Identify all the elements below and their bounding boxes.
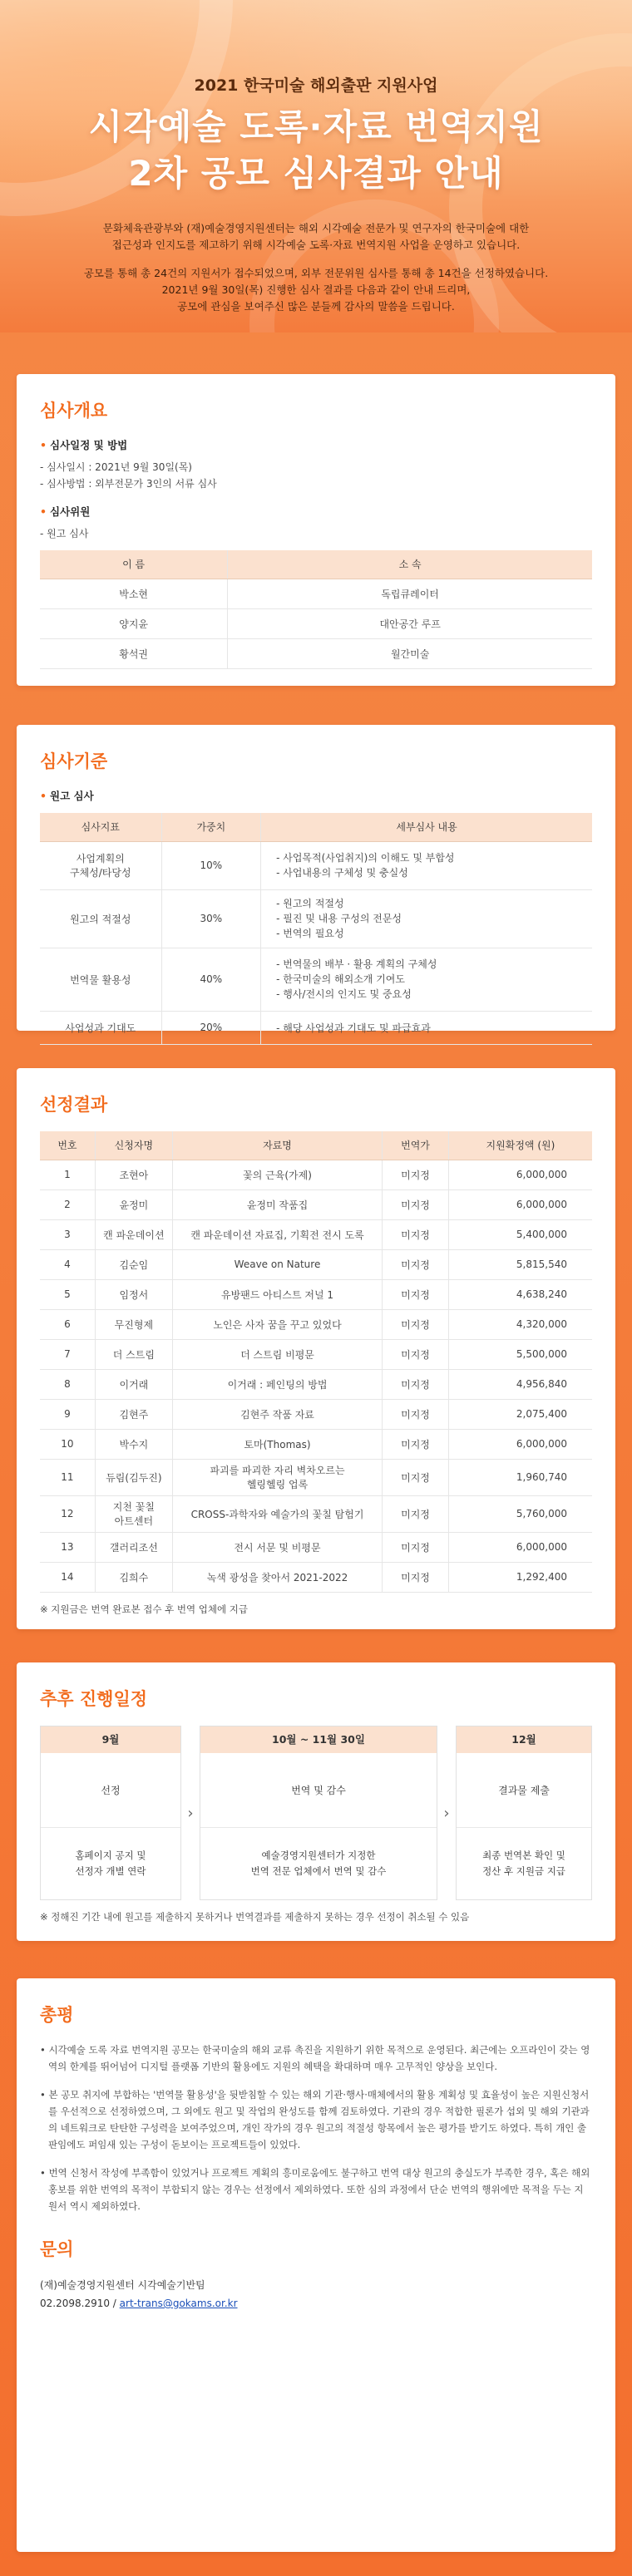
column-header: 소 속 <box>228 550 592 579</box>
column-header: 지원확정액 (원) <box>448 1131 592 1160</box>
table-row: 번역물 활용성 40% - 번역물의 배부 · 활용 계획의 구체성 - 한국미술의 해외소개 기여도 - 행사/전시의 인지도 및 중요성 <box>40 948 592 1011</box>
intro-line: 문화체육관광부와 (재)예술경영지원센터는 해외 시각예술 전문가 및 연구자의 한국미술에 대한 <box>102 222 530 234</box>
schedule-steps <box>40 1726 592 1900</box>
schedule-step <box>40 1726 181 1900</box>
table-row: 사업성과 기대도 20% - 해당 사업성과 기대도 및 파급효과 <box>40 1011 592 1044</box>
table-row: 4 김순임 Weave on Nature 미지정 5,815,540 <box>40 1249 592 1279</box>
step-description: 홈페이지 공지 및 선정자 개별 연락 <box>75 1849 146 1877</box>
table-row: 5 임정서 유방팬드 아티스트 저널 1 미지정 4,638,240 <box>40 1279 592 1309</box>
subsection-heading: • 심사일정 및 방법 <box>40 439 128 451</box>
contact-line <box>40 2294 592 2312</box>
schedule-method: - 심사방법 : 외부전문가 3인의 서류 심사 <box>40 478 217 490</box>
schedule-date: - 심사일시 : 2021년 9월 30일(목) <box>40 461 192 473</box>
subsection-heading: • 원고 심사 <box>40 790 94 802</box>
section-title: 심사개요 <box>40 401 108 421</box>
result-line: 공모를 통해 총 24건의 지원서가 접수되었으며, 외부 전문위원 심사를 통해 총 14건을 선정하였습니다. <box>83 267 549 279</box>
review-section <box>17 1978 615 2552</box>
committee-table <box>40 550 592 669</box>
schedule-step <box>200 1726 437 1900</box>
step-task: 번역 및 감수 <box>200 1753 437 1828</box>
step-description: 최종 번역본 확인 및 정산 후 지원금 지급 <box>482 1849 565 1877</box>
section-title: 추후 진행일정 <box>40 1689 148 1709</box>
column-header: 번역가 <box>383 1131 449 1160</box>
table-row: 11 듀림(김두진) 파괴를 파괴한 자리 벽차오르는 헬링헬링 업록 미지정 1,960,740 <box>40 1459 592 1495</box>
column-header: 심사지표 <box>40 813 161 841</box>
table-row: 원고의 적절성 30% - 원고의 적절성 - 필진 및 내용 구성의 전문성 - 번역의 필요성 <box>40 889 592 948</box>
contact-org: (재)예술경영지원센터 시각예술기반팀 <box>40 2279 205 2291</box>
review-paragraph: • 본 공모 취지에 부합하는 '번역물 활용성'을 뒷받침할 수 있는 해외 기관·행사·매체에서의 활용 계획성 및 효율성이 높은 지원신청서를 우선적으로 선정하였으며, 그 외에도 원고 및 작업의 완성도를 함께 검토하였다. 기관의 경우 적합한 필론가 섭외 및 해외 기관과의 네트워크로 탄탄한 구성력을 보여주었으며, 개인 작가의 경우 원고의 적절성 항목에서 높은 평가를 받기도 하였다. 특히 개인 출판임에도 퍼임새 있는 구성이 돋보이는 프로젝트들이 있었다. <box>40 2089 590 2150</box>
step-period: 12월 <box>457 1726 591 1753</box>
hero-title <box>0 104 632 197</box>
result-line: 공모에 관심을 보여주신 많은 분들께 감사의 말씀을 드립니다. <box>177 300 455 313</box>
table-row: 2 윤정미 윤정미 작품집 미지정 6,000,000 <box>40 1189 592 1219</box>
table-row: 14 김희수 녹색 광성을 찾아서 2021-2022 미지정 1,292,400 <box>40 1562 592 1592</box>
table-row: 황석권 월간미술 <box>40 638 592 668</box>
subsection-heading: • 심사위원 <box>40 505 91 518</box>
column-header: 세부심사 내용 <box>261 813 592 841</box>
table-row: 8 이거래 이거래 : 페인팅의 방법 미지정 4,956,840 <box>40 1369 592 1399</box>
table-row: 12 지천 꽃칠 아트센터 CROSS-과학자와 예술가의 꽃칠 탐험기 미지정 5,760,000 <box>40 1495 592 1532</box>
column-header: 신청자명 <box>95 1131 172 1160</box>
section-title: 선정결과 <box>40 1095 108 1115</box>
followup-section <box>17 1662 615 1941</box>
table-row: 6 무진형제 노인은 사자 꿈을 꾸고 있었다 미지정 4,320,000 <box>40 1309 592 1339</box>
review-paragraph: • 번역 신청서 작성에 부족함이 있었거나 프로젝트 계획의 흥미로움에도 불구하고 번역 대상 원고의 충실도가 부족한 경우, 혹은 해외 홍보를 위한 번역의 목적이 부합되지 않는 경우는 선정에서 제외하였다. 또한 심의 과정에서 단순 번역의 행위에만 목적을 두는 지원서 역시 제외하였다. <box>40 2167 590 2212</box>
committee-type: - 원고 심사 <box>40 528 89 539</box>
hero-title-line: 시각예술 도록·자료 번역지원 <box>88 106 544 147</box>
hero-subtitle: 2021 한국미술 해외출판 지원사업 <box>194 76 438 95</box>
schedule-step <box>456 1726 592 1900</box>
contact-email-link[interactable]: art-trans@gokams.or.kr <box>119 2298 238 2309</box>
table-row: 박소현 독립큐레이터 <box>40 579 592 608</box>
table-row: 9 김현주 김현주 작품 자료 미지정 2,075,400 <box>40 1399 592 1429</box>
table-row: 사업계획의 구체성/타당성 10% - 사업목적(사업취지)의 이해도 및 부합성 - 사업내용의 구체성 및 충실성 <box>40 841 592 889</box>
table-row: 10 박수지 토마(Thomas) 미지정 6,000,000 <box>40 1429 592 1459</box>
criteria-table <box>40 813 592 1045</box>
followup-note: ※ 정해진 기간 내에 원고를 제출하지 못하거나 번역결과를 제출하지 못하는 경우 선정이 취소될 수 있음 <box>40 1911 470 1923</box>
results-table <box>40 1131 592 1593</box>
overview-section <box>17 374 615 686</box>
column-header: 번호 <box>40 1131 95 1160</box>
step-task: 선정 <box>41 1753 180 1828</box>
column-header: 이 름 <box>40 550 228 579</box>
step-description: 예술경영지원센터가 지정한 번역 전문 업체에서 번역 및 감수 <box>250 1849 387 1877</box>
column-header: 가중치 <box>161 813 261 841</box>
results-section <box>17 1068 615 1629</box>
table-row: 13 갤러리조선 전시 서문 및 비평문 미지정 6,000,000 <box>40 1532 592 1562</box>
result-line: 2021년 9월 30일(목) 진행한 심사 결과를 다음과 같이 안내 드리며, <box>161 283 471 296</box>
results-note: ※ 지원금은 번역 완료본 접수 후 번역 업체에 지급 <box>40 1603 248 1615</box>
hero-banner <box>0 0 632 332</box>
step-task: 결과물 제출 <box>457 1753 591 1828</box>
table-row: 1 조현아 꽃의 근육(가제) 미지정 6,000,000 <box>40 1160 592 1189</box>
chevron-right-icon: › <box>187 1804 194 1822</box>
section-title: 총평 <box>40 2005 74 2025</box>
review-paragraph: • 시각예술 도록 자료 번역지원 공모는 한국미술의 해외 교류 촉진을 지원하기 위한 목적으로 운영된다. 최근에는 오프라인이 갖는 영역의 한계를 뛰어넘어 디지털 플랫폼 기반의 활용에도 지원의 혜택을 확대하며 매우 고무적인 양상을 보인다. <box>40 2044 590 2072</box>
hero-result-summary <box>0 265 632 315</box>
section-title: 심사기준 <box>40 751 108 771</box>
table-row: 7 더 스트림 더 스트림 비평문 미지정 5,500,000 <box>40 1339 592 1369</box>
table-row: 3 캔 파운데이션 캔 파운데이션 자료집, 기획전 전시 도록 미지정 5,400,000 <box>40 1219 592 1249</box>
step-period: 9월 <box>41 1726 180 1753</box>
hero-intro <box>0 220 632 254</box>
column-header: 자료명 <box>172 1131 382 1160</box>
contact-phone: 02.2098.2910 / <box>40 2298 116 2309</box>
criteria-section <box>17 725 615 1034</box>
step-period: 10월 ~ 11월 30일 <box>200 1726 437 1753</box>
hero-title-line: 2차 공모 심사결과 안내 <box>128 153 504 194</box>
table-row: 양지윤 대안공간 루프 <box>40 608 592 638</box>
intro-line: 접근성과 인지도를 제고하기 위해 시각예술 도록·자료 번역지원 사업을 운영하고 있습니다. <box>111 239 521 251</box>
section-title: 문의 <box>40 2239 74 2259</box>
chevron-right-icon: › <box>443 1804 450 1822</box>
